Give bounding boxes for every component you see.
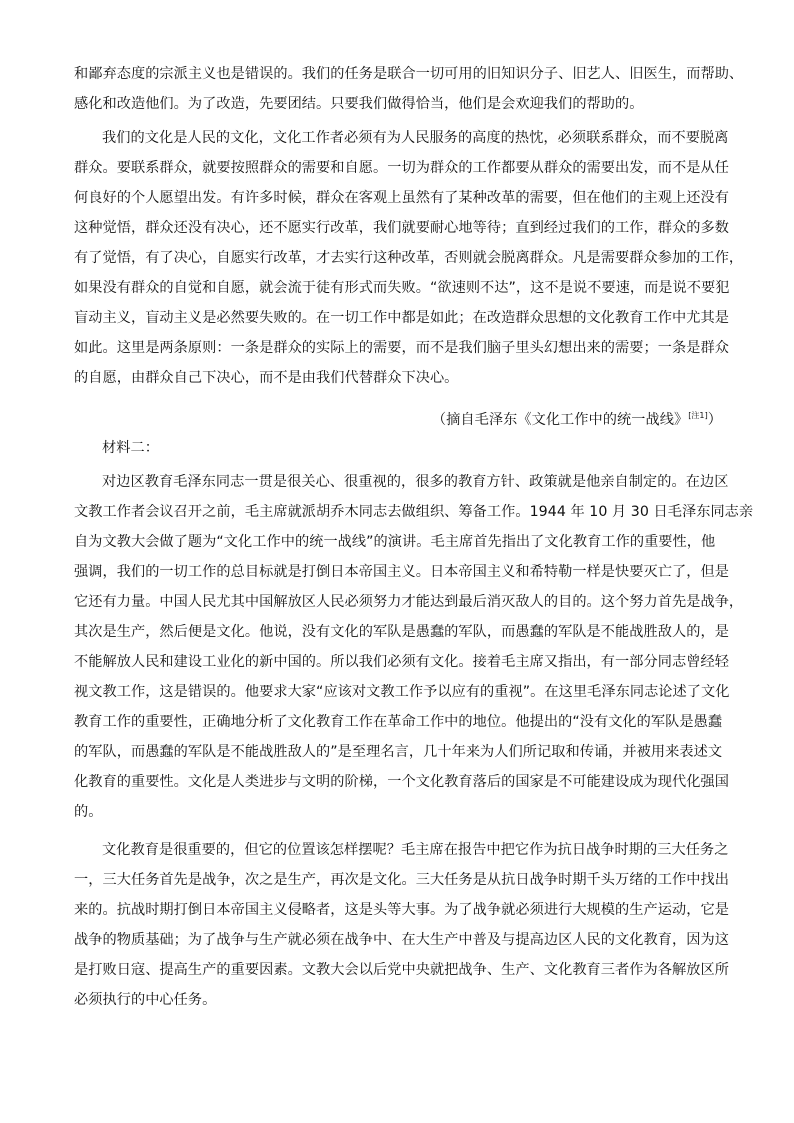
section-heading: 材料二： bbox=[102, 440, 159, 456]
paragraph-line: 必须执行的中心任务。 bbox=[74, 992, 217, 1008]
paragraph-line: 文教工作者会议召开之前，毛主席就派胡乔木同志去做组织、筹备工作。1944 年 10 月 30 日毛泽东同志亲 bbox=[74, 504, 754, 520]
paragraph-line: 如果没有群众的自觉和自愿，就会流于徒有形式而失败。“欲速则不达”，这不是说不要速，而是说不要犯 bbox=[74, 280, 730, 296]
paragraph-line: 的自愿，由群众自己下决心，而不是由我们代替群众下决心。 bbox=[74, 370, 459, 386]
paragraph-line: 群众。要联系群众，就要按照群众的需要和自愿。一切为群众的工作都要从群众的需要出发，而不是从任 bbox=[74, 160, 729, 176]
paragraph-line: 其次是生产，然后便是文化。他说，没有文化的军队是愚蠢的军队，而愚蠢的军队是不能战胜敌人的，是 bbox=[74, 624, 729, 640]
paragraph-line: 视文教工作，这是错误的。他要求大家“应该对文教工作予以应有的重视”。在这里毛泽东同志论述了文化 bbox=[74, 684, 730, 700]
paragraph-line: 文化教育是很重要的，但它的位置该怎样摆呢？毛主席在报告中把它作为抗日战争时期的三大任务之 bbox=[102, 842, 729, 858]
paragraph-line: 战争的物质基础；为了战争与生产就必须在战争中、在大生产中普及与提高边区人民的文化教育，因为这 bbox=[74, 932, 729, 948]
paragraph-line: 有了觉悟，有了决心，自愿实行改革，才去实行这种改革，否则就会脱离群众。凡是需要群众参加的工作， bbox=[74, 250, 744, 266]
paragraph-line: 这种觉悟，群众还没有决心，还不愿实行改革，我们就要耐心地等待；直到经过我们的工作，群众的多数 bbox=[74, 220, 729, 236]
paragraph-line: 的。 bbox=[74, 804, 103, 820]
paragraph-line: 盲动主义，盲动主义是必然要失败的。在一切工作中都是如此；在改造群众思想的文化教育工作中尤其是 bbox=[74, 310, 729, 326]
paragraph-line: 自为文教大会做了题为“文化工作中的统一战线”的演讲。毛主席首先指出了文化教育工作的重要性，他 bbox=[74, 534, 716, 550]
paragraph-line: 它还有力量。中国人民尤其中国解放区人民必须努力才能达到最后消灭敌人的目的。这个努力首先是战争， bbox=[74, 594, 744, 610]
citation-text: （摘自毛泽东《文化工作中的统一战线》 bbox=[431, 412, 689, 428]
paragraph-line: 对边区教育毛泽东同志一贯是很关心、很重视的，很多的教育方针、政策就是他亲自制定的。在边区 bbox=[102, 474, 729, 490]
paragraph-line: 不能解放人民和建设工业化的新中国的。所以我们必须有文化。接着毛主席又指出，有一部分同志曾经轻 bbox=[74, 654, 729, 670]
paragraph-line: 一，三大任务首先是战争，次之是生产，再次是文化。三大任务是从抗日战争时期千头万绪的工作中找出 bbox=[74, 872, 729, 888]
paragraph-line: 感化和改造他们。为了改造，先要团结。只要我们做得恰当，他们是会欢迎我们的帮助的。 bbox=[74, 96, 644, 112]
paragraph-line: 何良好的个人愿望出发。有许多时候，群众在客观上虽然有了某种改革的需要，但在他们的主观上还没有 bbox=[74, 190, 729, 206]
citation bbox=[432, 404, 722, 428]
paragraph-line: 我们的文化是人民的文化，文化工作者必须有为人民服务的高度的热忱，必须联系群众，而不要脱离 bbox=[102, 130, 729, 146]
paragraph-line: 来的。抗战时期打倒日本帝国主义侵略者，这是头等大事。为了战争就必须进行大规模的生产运动，它是 bbox=[74, 902, 729, 918]
paragraph-line: 的军队，而愚蠢的军队是不能战胜敌人的”是至理名言，几十年来为人们所记取和传诵，并被用来表述文 bbox=[74, 744, 723, 760]
paragraph-line: 和鄙弃态度的宗派主义也是错误的。我们的任务是联合一切可用的旧知识分子、旧艺人、旧医生，而帮助、 bbox=[74, 66, 744, 82]
paragraph-line: 教育工作的重要性，正确地分析了文化教育工作在革命工作中的地位。他提出的“没有文化的军队是愚蠢 bbox=[74, 714, 723, 730]
paragraph-line: 化教育的重要性。文化是人类进步与文明的阶梯，一个文化教育落后的国家是不可能建设成为现代化强国 bbox=[74, 774, 729, 790]
footnote-marker: [注1] bbox=[688, 411, 708, 420]
paragraph-line: 强调，我们的一切工作的总目标就是打倒日本帝国主义。日本帝国主义和希特勒一样是快要灭亡了，但是 bbox=[74, 564, 729, 580]
paragraph-line: 是打败日寇、提高生产的重要因素。文教大会以后党中央就把战争、生产、文化教育三者作为各解放区所 bbox=[74, 962, 729, 978]
citation-close: ） bbox=[707, 412, 722, 428]
paragraph-line: 如此。这里是两条原则：一条是群众的实际上的需要，而不是我们脑子里头幻想出来的需要；一条是群众 bbox=[74, 340, 729, 356]
